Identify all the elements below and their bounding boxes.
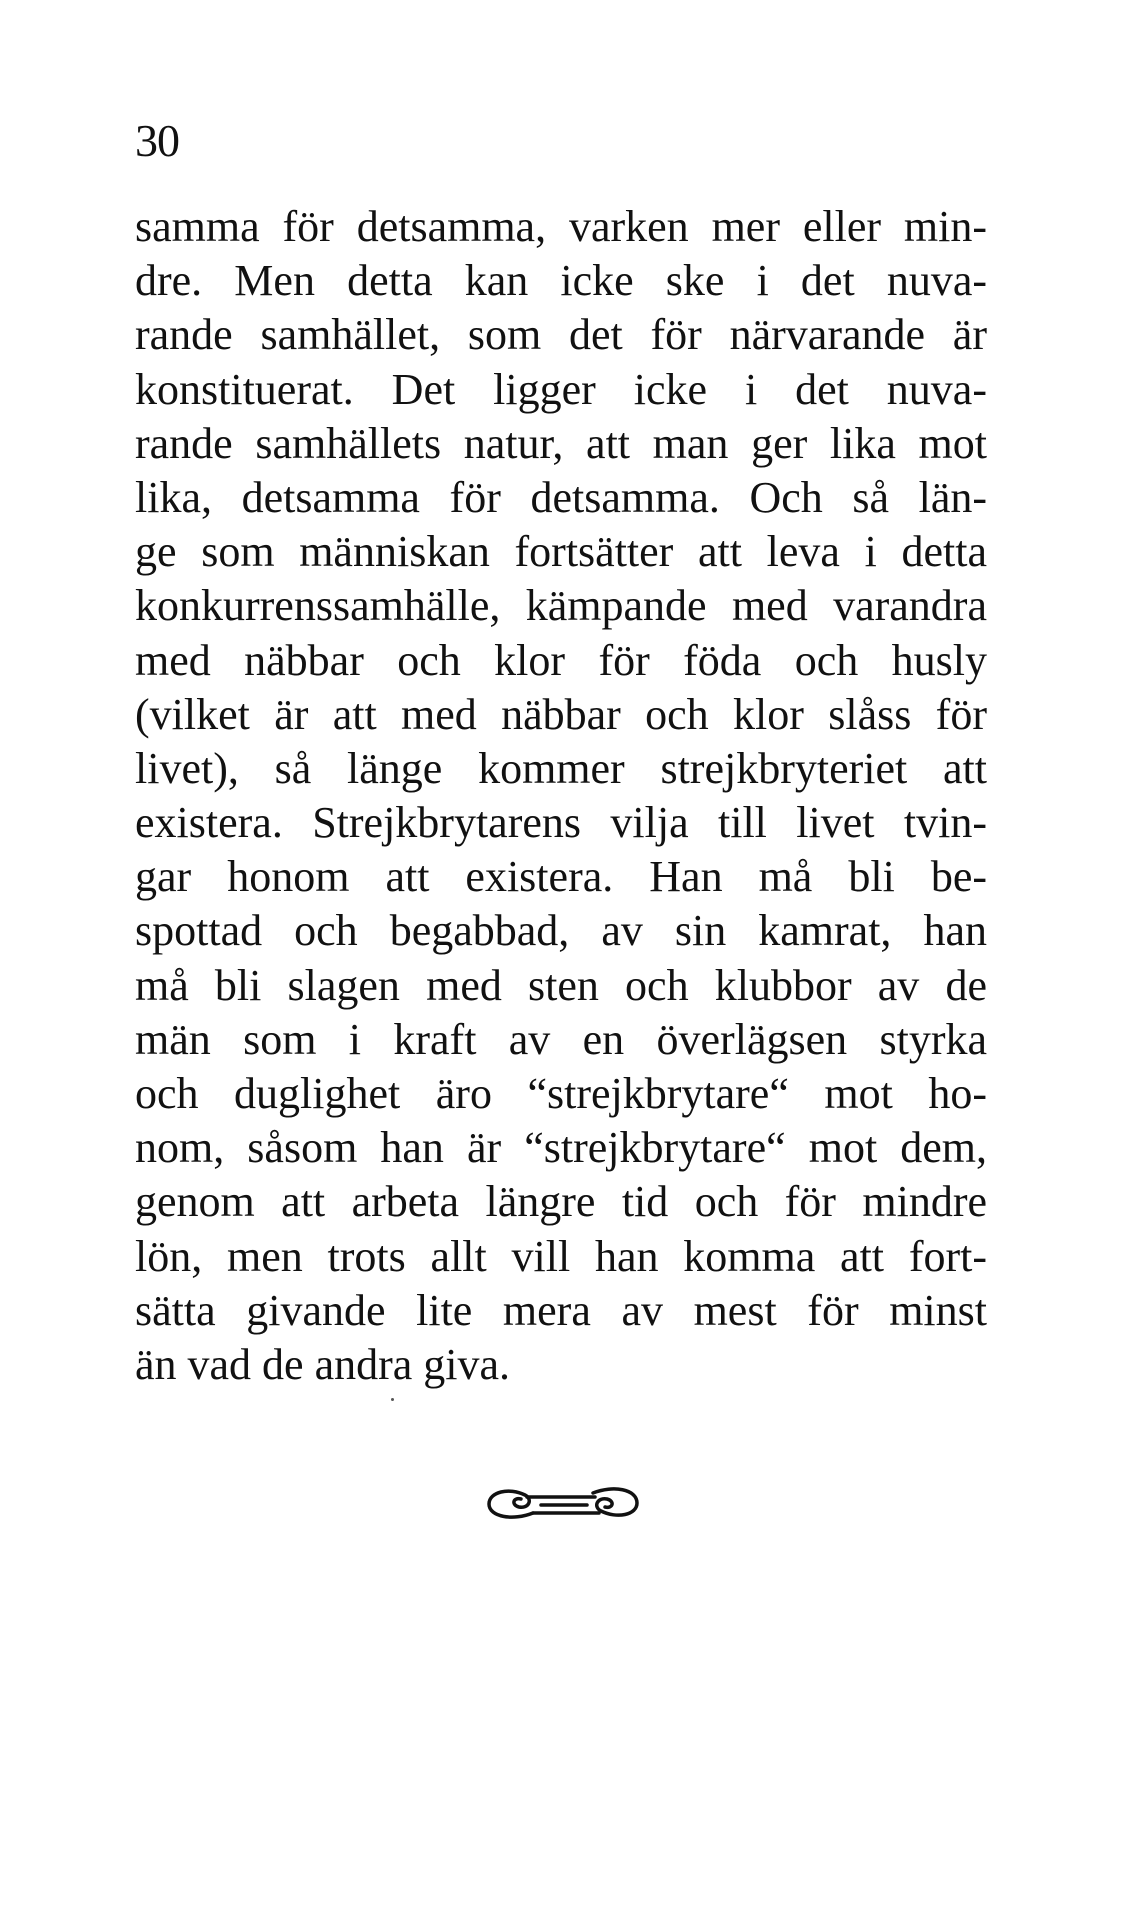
text-line: (vilket är att med näbbar och klor slåss för [135,689,987,739]
text-line: dre. Men detta kan icke ske i det nuva- [135,256,987,306]
text-line: ge som människan fortsätter att leva i detta [135,527,987,577]
text-line: gar honom att existera. Han må bli be- [135,852,987,902]
text-line: sätta givande lite mera av mest för minst [135,1285,987,1335]
text-line: konstituerat. Det ligger icke i det nuva- [135,364,987,414]
body-text [135,200,987,1392]
text-line: rande samhället, som det för närvarande är [135,310,987,360]
text-line: existera. Strejkbrytarens vilja till livet tvin- [135,798,987,848]
text-line: män som i kraft av en överlägsen styrka [135,1014,987,1064]
text-line: lika, detsamma för detsamma. Och så län- [135,472,987,522]
text-line: med näbbar och klor för föda och husly [135,635,987,685]
text-line: samma för detsamma, varken mer eller min- [135,202,987,251]
text-line: och duglighet äro “strejkbrytare“ mot ho- [135,1069,987,1118]
scroll-ornament-icon [483,1483,643,1523]
text-line: genom att arbeta längre tid och för mindre [135,1177,987,1227]
print-speck [391,1398,394,1401]
text-line: lön, men trots allt vill han komma att fort- [135,1231,987,1281]
text-line-last: än vad de andra giva. [135,1339,511,1389]
text-line: rande samhällets natur, att man ger lika mot [135,418,987,468]
text-line: må bli slagen med sten och klubbor av de [135,960,987,1010]
text-line: nom, såsom han är “strejkbrytare“ mot dem, [135,1123,987,1173]
page-number: 30 [135,115,179,166]
text-line: spottad och begabbad, av sin kamrat, han [135,906,987,956]
text-line: konkurrenssamhälle, kämpande med varandra [135,581,987,631]
text-line: livet), så länge kommer strejkbryteriet att [135,743,987,793]
